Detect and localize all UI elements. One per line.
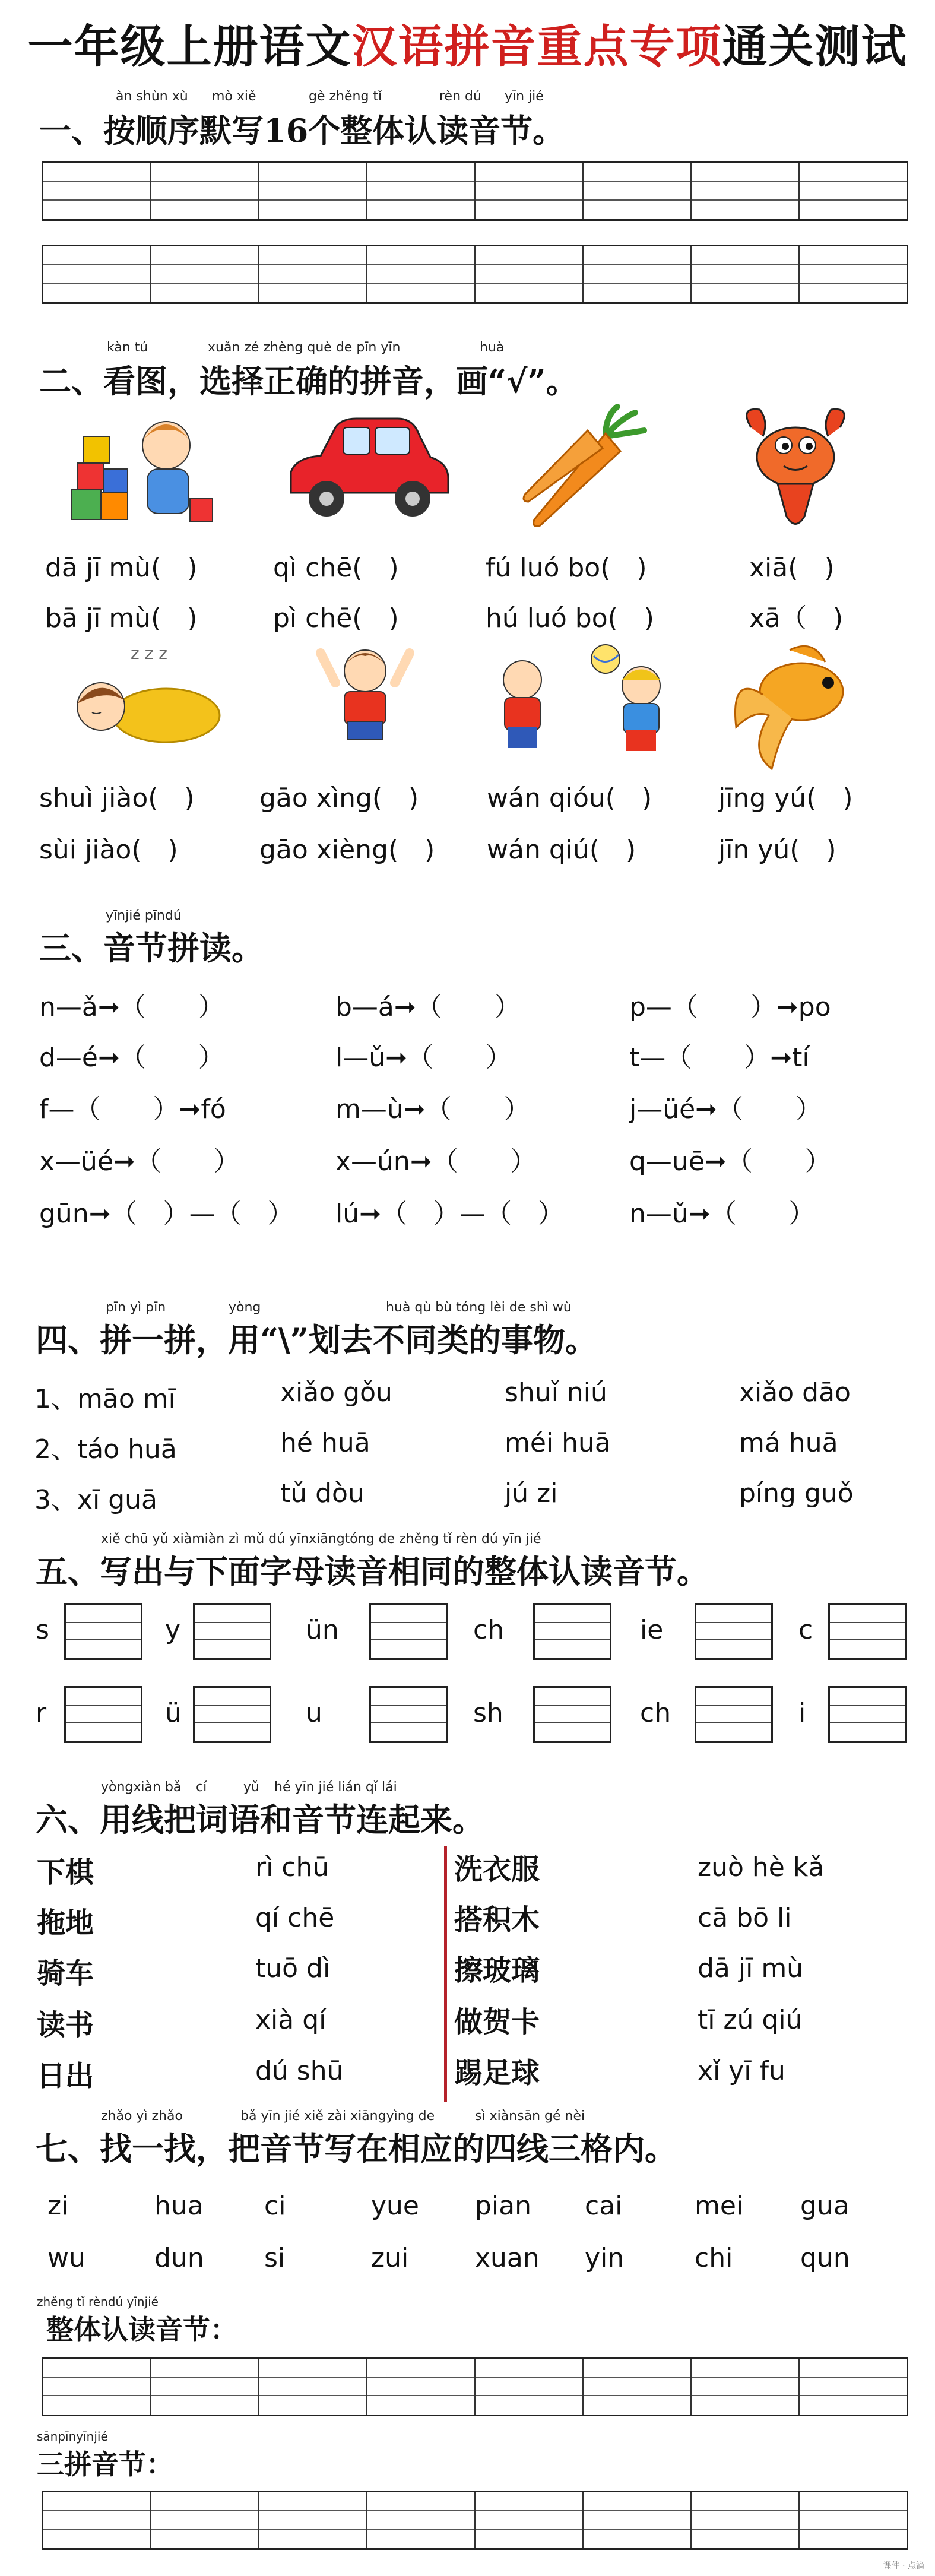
s4-item[interactable]: má huā	[739, 1428, 838, 1458]
s3-item[interactable]: x—üé➞（ ）	[39, 1146, 240, 1177]
s1-pinyin: yīn jié	[505, 89, 544, 104]
s5-answer-box[interactable]	[828, 1686, 907, 1743]
s5-letter: c	[798, 1615, 813, 1645]
s4-item[interactable]: xiǎo dāo	[739, 1377, 851, 1408]
s6-word[interactable]: 拖地	[37, 1906, 94, 1940]
s7-syllable: chi	[695, 2243, 733, 2273]
s5-answer-box[interactable]	[64, 1603, 142, 1660]
s4-item[interactable]: 1、māo mī	[34, 1384, 176, 1414]
s5-letter: ch	[640, 1698, 671, 1728]
s5-letter: ün	[306, 1615, 339, 1645]
s3-item[interactable]: n—ǎ➞（ ）	[39, 992, 224, 1022]
s4-heading: 四、拼一拼，用“\”划去不同类的事物。	[36, 1321, 597, 1359]
s1-pinyin: rèn dú	[439, 89, 481, 104]
s4-item[interactable]: méi huā	[505, 1428, 611, 1458]
s5-letter: s	[36, 1615, 49, 1645]
s6-pinyin: yǔ	[243, 1780, 259, 1795]
s7-sub1-label: 整体认读音节：	[46, 2314, 237, 2346]
s4-pinyin: pīn yì pīn	[106, 1300, 166, 1315]
s7-sub2-pinyin: sānpīnyīnjié	[37, 2429, 108, 2444]
s7-syllable: yin	[585, 2243, 625, 2273]
carrot-image	[516, 407, 659, 534]
s6-syllable[interactable]: zuò hè kǎ	[698, 1852, 825, 1883]
title-part-2: 汉语拼音重点专项	[351, 20, 722, 73]
s7-sub2-label: 三拼音节：	[37, 2448, 173, 2480]
s2-option[interactable]: gāo xìng( )	[259, 783, 419, 813]
s6-word[interactable]: 洗衣服	[454, 1853, 540, 1886]
s4-item[interactable]: hé huā	[280, 1428, 370, 1458]
s6-syllable[interactable]: tuō dì	[255, 1953, 331, 1984]
s5-letter: ü	[165, 1698, 182, 1728]
building-blocks-boy-image	[71, 410, 214, 534]
s3-item[interactable]: q—uē➞（ ）	[629, 1146, 831, 1177]
s2-pinyin: xuǎn zé zhèng què de pīn yīn	[208, 340, 401, 355]
s3-item[interactable]: m—ù➞（ ）	[335, 1094, 530, 1124]
s7-syllable: hua	[154, 2191, 204, 2221]
s5-letter: sh	[473, 1698, 503, 1728]
title-part-1: 一年级上册语文	[27, 20, 352, 73]
s7-syllable: si	[264, 2243, 286, 2273]
s7-syllable: mei	[695, 2191, 744, 2221]
s6-word[interactable]: 搭积木	[454, 1903, 540, 1937]
s2-option[interactable]: qì chē( )	[273, 553, 399, 583]
s3-heading: 三、音节拼读。	[39, 929, 264, 967]
s7-pinyin: sì xiànsān gé nèi	[475, 2109, 585, 2124]
s5-letter: r	[36, 1698, 47, 1728]
s2-option[interactable]: xā（ )	[749, 603, 844, 633]
s3-item[interactable]: b—á➞（ ）	[335, 992, 521, 1022]
s6-heading: 六、用线把词语和音节连起来。	[36, 1801, 484, 1839]
s6-syllable[interactable]: qí chē	[255, 1903, 335, 1933]
s6-divider	[444, 1846, 447, 2102]
s6-syllable[interactable]: dā jī mù	[698, 1953, 804, 1984]
s7-syllable: xuan	[475, 2243, 540, 2273]
s5-answer-box[interactable]	[193, 1603, 271, 1660]
s2-option[interactable]: jīn yú( )	[718, 835, 836, 865]
page-title	[0, 11, 935, 75]
s2-pinyin: huà	[480, 340, 505, 355]
s6-syllable[interactable]: dú shū	[255, 2056, 344, 2086]
s5-answer-box[interactable]	[64, 1686, 142, 1743]
s6-word[interactable]: 下棋	[37, 1856, 94, 1889]
s2-option[interactable]: gāo xièng( )	[259, 835, 435, 865]
s5-letter: ie	[640, 1615, 664, 1645]
s5-answer-box[interactable]	[193, 1686, 271, 1743]
s4-pinyin: yòng	[229, 1300, 261, 1315]
s4-item[interactable]: 3、xī guā	[34, 1485, 158, 1515]
s7-syllable: pian	[475, 2191, 532, 2221]
s7-pinyin: bǎ yīn jié xiě zài xiāngyìng de	[240, 2109, 435, 2124]
s6-word[interactable]: 踢足球	[454, 2057, 540, 2090]
watermark: 课件 · 点滴	[883, 2561, 924, 2571]
happy-child-image	[315, 641, 416, 748]
s3-item[interactable]: n—ǔ➞（ ）	[629, 1199, 815, 1229]
s2-heading: 二、看图，选择正确的拼音，画“√”。	[39, 362, 578, 400]
s1-writing-grid-2[interactable]	[42, 245, 908, 304]
s4-item[interactable]: 2、táo huā	[34, 1434, 177, 1465]
s4-item[interactable]: shuǐ niú	[505, 1377, 607, 1408]
s5-answer-box[interactable]	[533, 1603, 611, 1660]
s7-syllable: qun	[800, 2243, 850, 2273]
s5-answer-box[interactable]	[369, 1603, 448, 1660]
s3-item[interactable]: j—üé➞（ ）	[629, 1094, 822, 1124]
s7-syllable: yue	[371, 2191, 419, 2221]
s6-word[interactable]: 做贺卡	[454, 2005, 540, 2039]
s5-answer-box[interactable]	[695, 1686, 773, 1743]
s5-answer-box[interactable]	[533, 1686, 611, 1743]
s5-heading: 五、写出与下面字母读音相同的整体认读音节。	[36, 1552, 709, 1590]
s7-syllable: gua	[800, 2191, 850, 2221]
sleeping-child-image	[65, 641, 220, 742]
s2-option[interactable]: jīng yú( )	[718, 783, 853, 813]
s2-option[interactable]: sùi jiào( )	[39, 835, 178, 865]
s6-syllable[interactable]: tī zú qiú	[698, 2005, 803, 2035]
s6-word[interactable]: 读书	[37, 2008, 94, 2042]
s6-pinyin: yòngxiàn bǎ	[101, 1780, 182, 1795]
shrimp-image	[727, 404, 864, 540]
car-image	[279, 410, 451, 534]
s4-item[interactable]: píng guǒ	[739, 1478, 854, 1509]
s7-syllable: cai	[585, 2191, 623, 2221]
s6-pinyin: hé yīn jié lián qǐ lái	[274, 1780, 397, 1795]
s6-pinyin: cí	[196, 1780, 207, 1795]
s2-option[interactable]: hú luó bo( )	[486, 603, 654, 633]
s1-pinyin: mò xiě	[212, 89, 256, 104]
svg-text:z z z: z z z	[131, 644, 167, 663]
s3-item[interactable]: f—（ ）➞fó	[39, 1094, 226, 1124]
s7-syllable: dun	[154, 2243, 204, 2273]
goldfish-image	[724, 638, 873, 775]
s5-letter: i	[798, 1698, 806, 1728]
s7-heading: 七、找一找，把音节写在相应的四线三格内。	[36, 2130, 677, 2168]
s2-option[interactable]: shuì jiào( )	[39, 783, 195, 813]
s2-option[interactable]: wán qióu( )	[487, 783, 652, 813]
s6-word[interactable]: 擦玻璃	[454, 1954, 540, 1987]
s5-answer-box[interactable]	[369, 1686, 448, 1743]
s3-item[interactable]: d—é➞（ ）	[39, 1043, 224, 1073]
s3-item[interactable]: x—ún➞（ ）	[335, 1146, 537, 1177]
s3-item[interactable]: gūn➞（ ）—（ ）	[39, 1199, 294, 1229]
s1-pinyin: àn shùn xù	[116, 89, 188, 104]
s6-syllable[interactable]: xià qí	[255, 2005, 327, 2035]
s2-option[interactable]: fú luó bo( )	[486, 553, 647, 583]
s3-item[interactable]: t—（ ）➞tí	[629, 1043, 810, 1073]
s3-item[interactable]: lú➞（ ）—（ ）	[335, 1199, 564, 1229]
s3-pinyin: yīnjié pīndú	[106, 908, 182, 923]
s4-pinyin: huà qù bù tóng lèi de shì wù	[386, 1300, 572, 1315]
s5-letter: y	[165, 1615, 181, 1645]
s4-item[interactable]: xiǎo gǒu	[280, 1377, 392, 1408]
s2-option[interactable]: pì chē( )	[273, 603, 399, 633]
s7-syllable: zi	[47, 2191, 69, 2221]
s6-word[interactable]: 骑车	[37, 1957, 94, 1990]
s4-item[interactable]: jú zi	[505, 1478, 558, 1509]
s1-writing-grid-1[interactable]	[42, 161, 908, 221]
s3-item[interactable]: l—ǔ➞（ ）	[335, 1043, 512, 1073]
s5-pinyin: xiě chū yǔ xiàmiàn zì mǔ dú yīnxiāngtóng de zhěng tǐ rèn dú yīn jié	[101, 1532, 541, 1547]
s7-syllable: wu	[47, 2243, 85, 2273]
s6-syllable[interactable]: xǐ yī fu	[698, 2056, 785, 2086]
s6-word[interactable]: 日出	[37, 2059, 94, 2093]
s5-answer-box[interactable]	[695, 1603, 773, 1660]
s5-letter: ch	[473, 1615, 505, 1645]
ball-playing-children-image	[487, 638, 683, 754]
s1-heading: 一、按顺序默写16个整体认读音节。	[39, 112, 565, 150]
s2-pinyin: kàn tú	[107, 340, 148, 355]
s7-syllable: ci	[264, 2191, 286, 2221]
s7-pinyin: zhǎo yì zhǎo	[101, 2109, 183, 2124]
s2-option[interactable]: wán qiú( )	[487, 835, 636, 865]
s2-option[interactable]: dā jī mù( )	[45, 553, 198, 583]
s7-writing-grid-2[interactable]	[42, 2491, 908, 2550]
s5-answer-box[interactable]	[828, 1603, 907, 1660]
s6-syllable[interactable]: rì chū	[255, 1852, 329, 1883]
s2-option[interactable]: bā jī mù( )	[45, 603, 198, 633]
s1-pinyin: gè zhěng tǐ	[309, 89, 382, 104]
s7-writing-grid-1[interactable]	[42, 2357, 908, 2416]
s6-syllable[interactable]: cā bō li	[698, 1903, 792, 1933]
s7-sub1-pinyin: zhěng tǐ rèndú yīnjié	[37, 2295, 159, 2309]
s7-syllable: zui	[371, 2243, 409, 2273]
s3-item[interactable]: p—（ ）➞po	[629, 992, 831, 1022]
s2-option[interactable]: xiā( )	[749, 553, 835, 583]
s4-item[interactable]: tǔ dòu	[280, 1478, 365, 1509]
title-part-3: 通关测试	[722, 20, 908, 73]
s5-letter: u	[306, 1698, 322, 1728]
